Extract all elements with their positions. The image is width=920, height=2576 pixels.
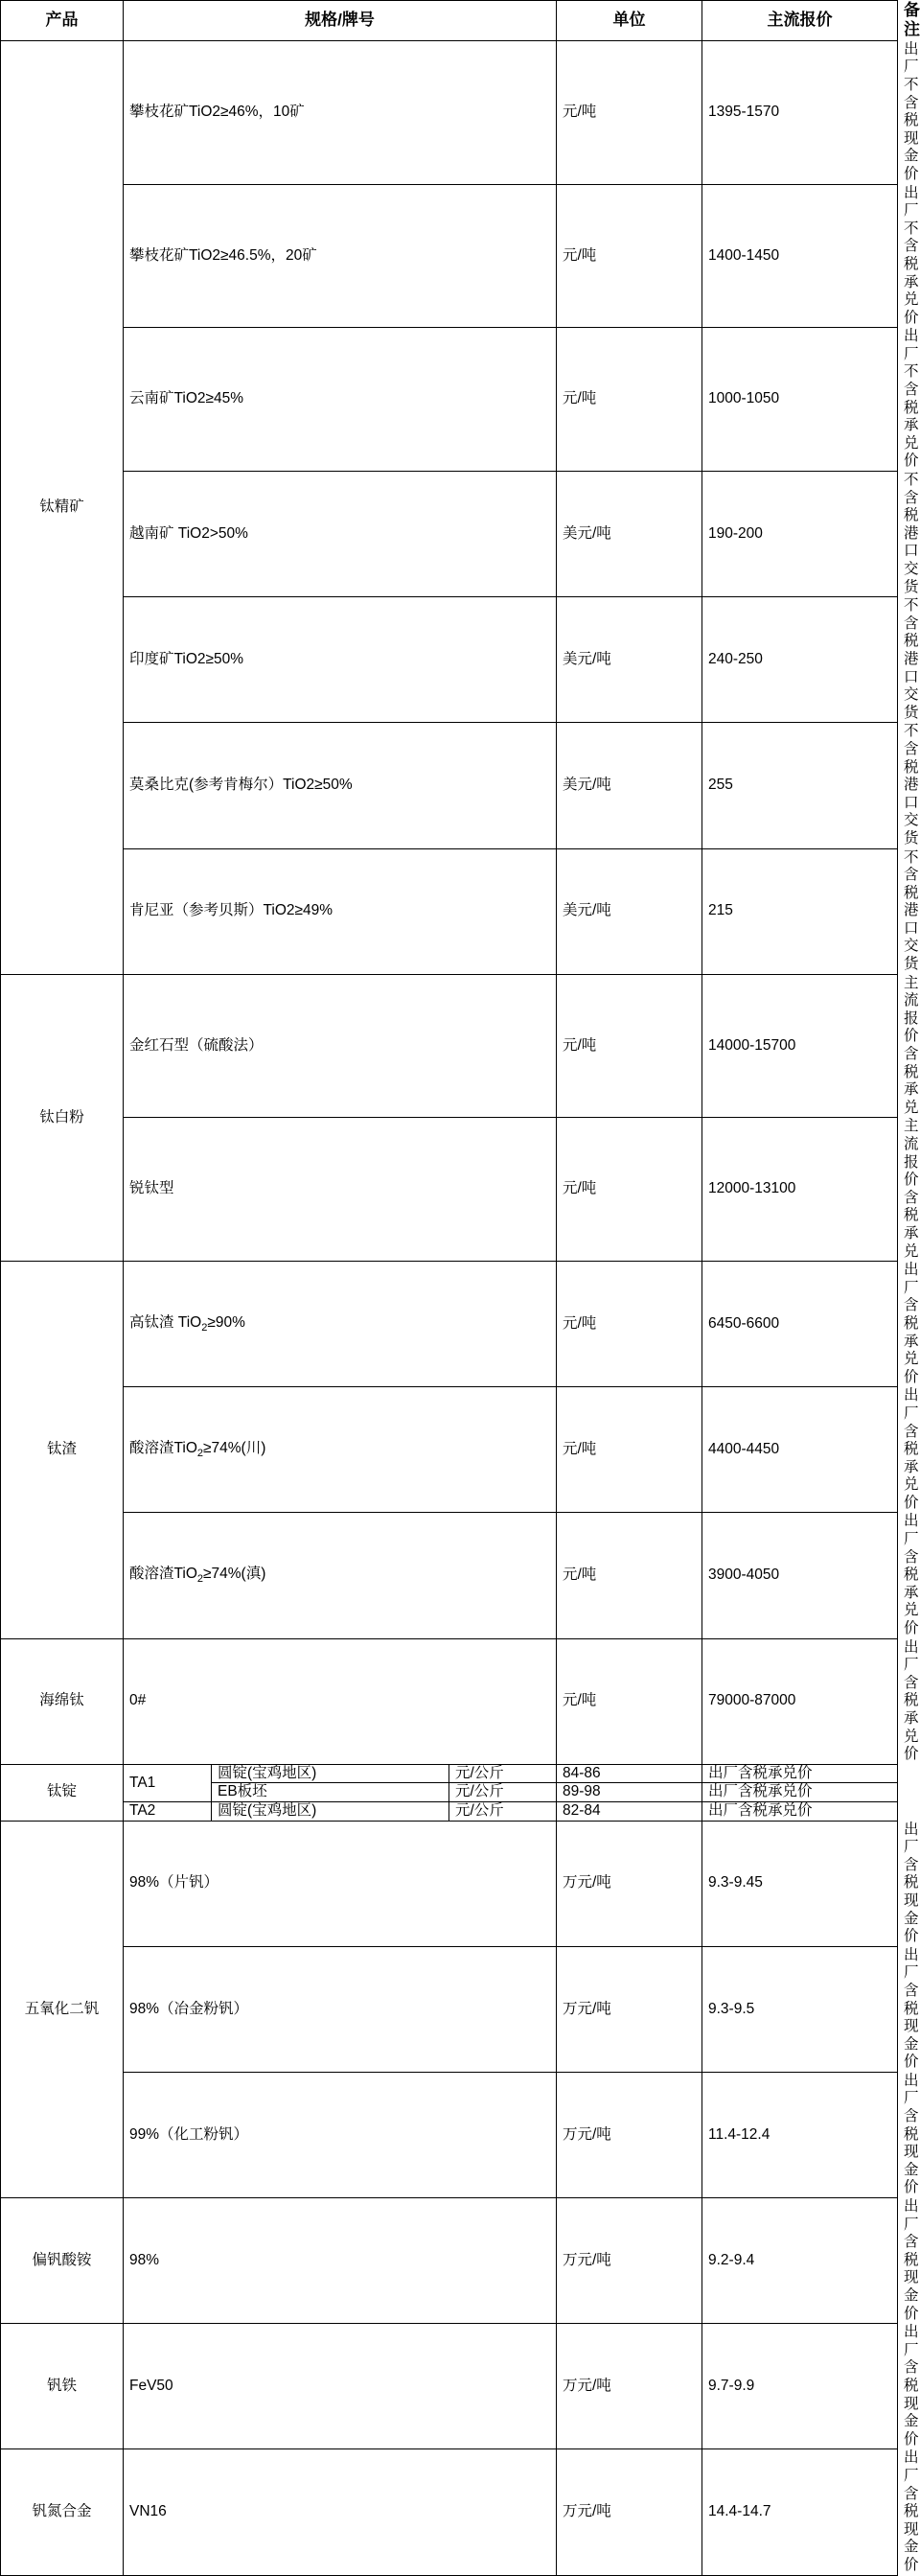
price-cell: 14000-15700 [702, 974, 898, 1118]
remark-cell: 出厂含税承兑价 [702, 1783, 898, 1802]
specification-cell: 金红石型（硫酸法） [124, 974, 557, 1118]
table-row [1, 1764, 898, 1783]
column-header: 单位 [557, 1, 702, 41]
unit-cell: 万元/吨 [557, 2449, 702, 2575]
price-cell: 215 [702, 848, 898, 974]
unit-cell: 元/公斤 [449, 1783, 557, 1802]
unit-cell: 元/吨 [557, 184, 702, 328]
table-row: 钛白粉 金红石型（硫酸法） 元/吨 14000-15700 主流报价含税承兑 [1, 974, 898, 1118]
specification-cell: 印度矿TiO2≥50% [124, 597, 557, 723]
table-row: 五氧化二钒 98%（片钒） 万元/吨 9.3-9.45 出厂含税现金价 [1, 1821, 898, 1946]
price-cell: 84-86 [557, 1764, 702, 1783]
price-cell: 9.2-9.4 [702, 2198, 898, 2324]
specification-cell: 莫桑比克(参考肯梅尔）TiO2≥50% [124, 723, 557, 848]
specification-cell: 攀枝花矿TiO2≥46.5%，20矿 [124, 184, 557, 328]
specification-cell: 酸溶渣TiO$_2$≥74%(川) [124, 1387, 557, 1513]
price-cell: 255 [702, 723, 898, 848]
table-row: 锐钛型 元/吨 12000-13100 主流报价含税承兑 [1, 1118, 898, 1262]
specification-cell: 98% [124, 2198, 557, 2324]
product-category-cell: 钒氮合金 [1, 2449, 124, 2575]
unit-cell: 元/公斤 [449, 1801, 557, 1821]
unit-cell: 元/吨 [557, 40, 702, 184]
remark-cell: 出厂含税承兑价 [702, 1801, 898, 1821]
price-cell: 14.4-14.7 [702, 2449, 898, 2575]
price-cell: 3900-4050 [702, 1513, 898, 1638]
unit-cell: 美元/吨 [557, 597, 702, 723]
specification-cell: VN16 [124, 2449, 557, 2575]
price-cell: 9.7-9.9 [702, 2324, 898, 2449]
price-cell: 12000-13100 [702, 1118, 898, 1262]
specification-cell: FeV50 [124, 2324, 557, 2449]
product-category-cell: 五氧化二钒 [1, 1821, 124, 2197]
product-category-cell: 偏钒酸铵 [1, 2198, 124, 2324]
price-cell: 11.4-12.4 [702, 2072, 898, 2197]
unit-cell: 元/吨 [557, 1638, 702, 1764]
table-row: 印度矿TiO2≥50% 美元/吨 240-250 不含税港口交货 [1, 597, 898, 723]
price-cell: 4400-4450 [702, 1387, 898, 1513]
unit-cell: 元/吨 [557, 1513, 702, 1638]
specification-cell: 高钛渣 TiO$_2$≥90% [124, 1262, 557, 1387]
grade-cell: TA2 [124, 1801, 212, 1821]
price-cell: 79000-87000 [702, 1638, 898, 1764]
price-cell: 9.3-9.5 [702, 1946, 898, 2072]
specification-cell: 锐钛型 [124, 1118, 557, 1262]
unit-cell: 美元/吨 [557, 848, 702, 974]
table-row: 偏钒酸铵 98% 万元/吨 9.2-9.4 出厂含税现金价 [1, 2198, 898, 2324]
unit-cell: 元/吨 [557, 1387, 702, 1513]
unit-cell: 元/公斤 [449, 1764, 557, 1783]
column-header: 产品 [1, 1, 124, 41]
specification-cell: 越南矿 TiO2>50% [124, 472, 557, 597]
unit-cell: 元/吨 [557, 1118, 702, 1262]
price-cell: 89-98 [557, 1783, 702, 1802]
specification-cell: 肯尼亚（参考贝斯）TiO2≥49% [124, 848, 557, 974]
specification-cell: 0# [124, 1638, 557, 1764]
table-row: 酸溶渣TiO$_2$≥74%(川) 元/吨 4400-4450 出厂含税承兑价 [1, 1387, 898, 1513]
unit-cell: 万元/吨 [557, 1946, 702, 2072]
table-row: 莫桑比克(参考肯梅尔）TiO2≥50% 美元/吨 255 不含税港口交货 [1, 723, 898, 848]
table-row: 云南矿TiO2≥45% 元/吨 1000-1050 出厂不含税承兑价 [1, 328, 898, 472]
price-cell: 82-84 [557, 1801, 702, 1821]
unit-cell: 美元/吨 [557, 472, 702, 597]
table-row: 钛渣 高钛渣 TiO$_2$≥90% 元/吨 6450-6600 出厂含税承兑价 [1, 1262, 898, 1387]
unit-cell: 美元/吨 [557, 723, 702, 848]
specification-cell: 圆锭(宝鸡地区) [212, 1764, 449, 1783]
product-category-cell: 钛渣 [1, 1262, 124, 1638]
price-cell: 9.3-9.45 [702, 1821, 898, 1946]
product-category-cell: 钛精矿 [1, 40, 124, 974]
specification-cell: 98%（冶金粉钒） [124, 1946, 557, 2072]
unit-cell: 万元/吨 [557, 2198, 702, 2324]
grade-cell: TA1 [124, 1764, 212, 1801]
table-row: 98%（冶金粉钒） 万元/吨 9.3-9.5 出厂含税现金价 [1, 1946, 898, 2072]
unit-cell: 元/吨 [557, 1262, 702, 1387]
price-cell: 1400-1450 [702, 184, 898, 328]
specification-cell: 酸溶渣TiO$_2$≥74%(滇) [124, 1513, 557, 1638]
table-row: 酸溶渣TiO$_2$≥74%(滇) 元/吨 3900-4050 出厂含税承兑价 [1, 1513, 898, 1638]
specification-cell: 云南矿TiO2≥45% [124, 328, 557, 472]
table-row: 海绵钛 0# 元/吨 79000-87000 出厂含税承兑价 [1, 1638, 898, 1764]
specification-cell: 99%（化工粉钒） [124, 2072, 557, 2197]
column-header: 主流报价 [702, 1, 898, 41]
product-category-cell: 钛锭 [1, 1764, 124, 1821]
table-body [1, 1, 920, 2576]
specification-cell: EB板坯 [212, 1783, 449, 1802]
unit-cell: 万元/吨 [557, 2072, 702, 2197]
table-row [1, 1801, 898, 1821]
table-row: 钒铁 FeV50 万元/吨 9.7-9.9 出厂含税现金价 [1, 2324, 898, 2449]
specification-cell: 攀枝花矿TiO2≥46%，10矿 [124, 40, 557, 184]
column-header: 规格/牌号 [124, 1, 557, 41]
price-cell: 240-250 [702, 597, 898, 723]
remark-cell: 出厂含税承兑价 [702, 1764, 898, 1783]
table-row: 钒氮合金 VN16 万元/吨 14.4-14.7 出厂含税现金价 [1, 2449, 898, 2575]
price-cell: 1000-1050 [702, 328, 898, 472]
table-row: 越南矿 TiO2>50% 美元/吨 190-200 不含税港口交货 [1, 472, 898, 597]
table-row: 99%（化工粉钒） 万元/吨 11.4-12.4 出厂含税现金价 [1, 2072, 898, 2197]
unit-cell: 元/吨 [557, 328, 702, 472]
table-header-row: 产品 规格/牌号 单位 主流报价 备注 [1, 1, 898, 41]
unit-cell: 万元/吨 [557, 1821, 702, 1946]
table-row: 肯尼亚（参考贝斯）TiO2≥49% 美元/吨 215 不含税港口交货 [1, 848, 898, 974]
unit-cell: 元/吨 [557, 974, 702, 1118]
product-category-cell: 海绵钛 [1, 1638, 124, 1764]
price-cell: 190-200 [702, 472, 898, 597]
table-row: 攀枝花矿TiO2≥46.5%，20矿 元/吨 1400-1450 出厂不含税承兑价 [1, 184, 898, 328]
unit-cell: 万元/吨 [557, 2324, 702, 2449]
product-category-cell: 钒铁 [1, 2324, 124, 2449]
table-row: 钛精矿 攀枝花矿TiO2≥46%，10矿 元/吨 1395-1570 出厂不含税现金价 [1, 40, 898, 184]
price-cell: 1395-1570 [702, 40, 898, 184]
specification-cell: 圆锭(宝鸡地区) [212, 1801, 449, 1821]
price-cell: 6450-6600 [702, 1262, 898, 1387]
specification-cell: 98%（片钒） [124, 1821, 557, 1946]
product-category-cell: 钛白粉 [1, 974, 124, 1262]
